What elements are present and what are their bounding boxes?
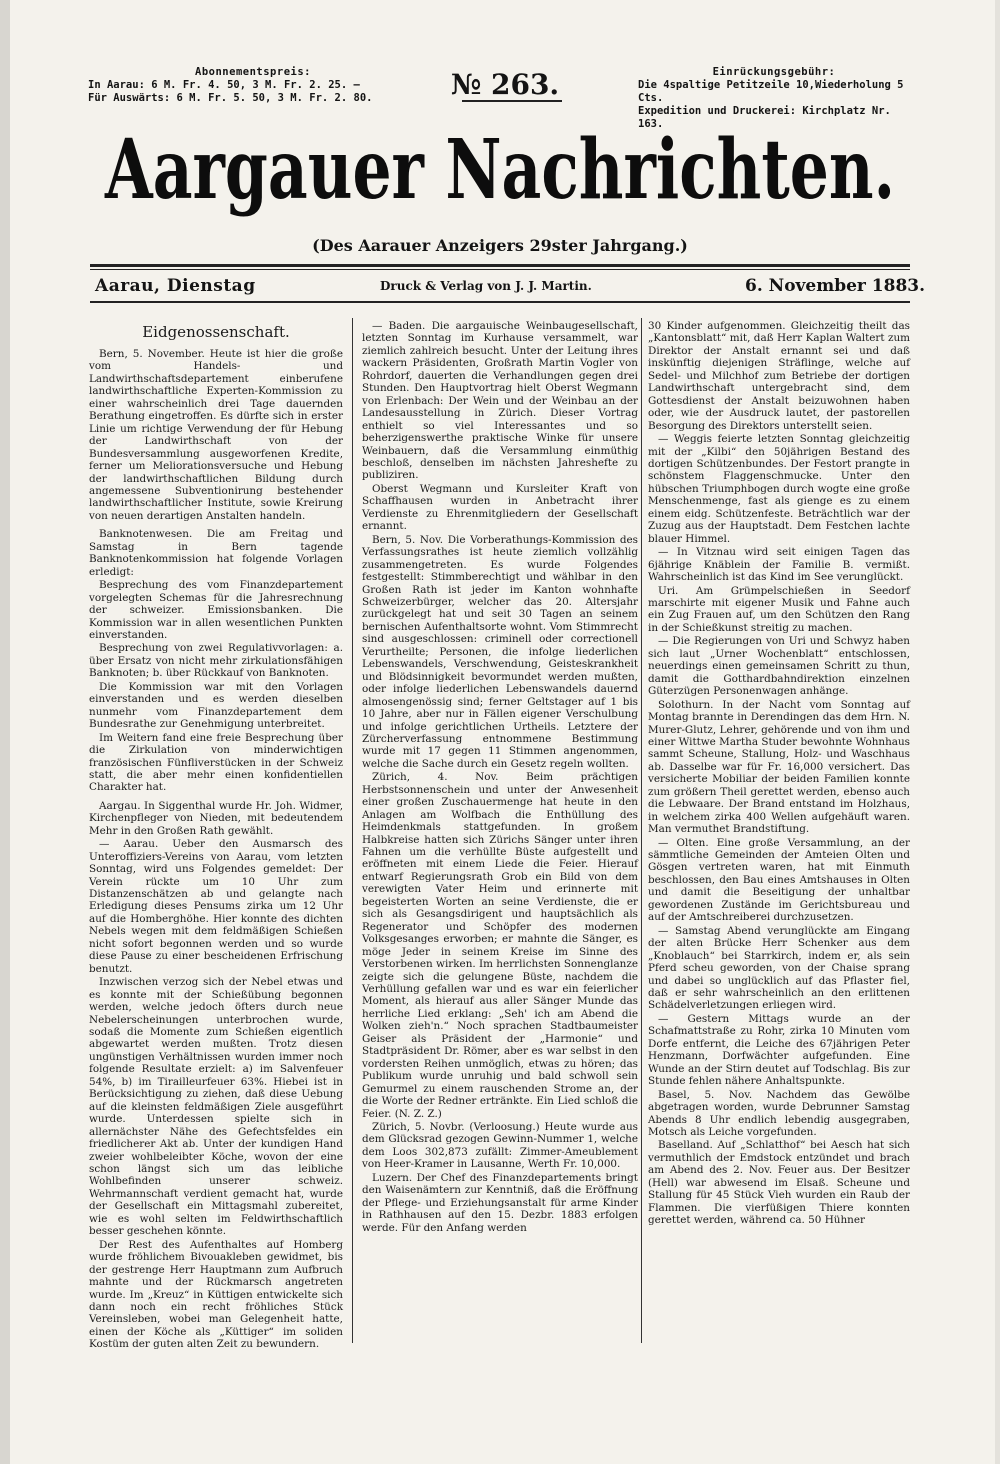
masthead-subtitle: (Des Aarauer Anzeigers 29ster Jahrgang.): [312, 236, 688, 255]
article-paragraph: Zürich, 4. Nov. Beim prächtigen Herbstsonnenschein und unter der Anwesenheit einer großen Zuschauermenge hat heute in den Anlagen am Wolfbach die Enthüllung des Heimdenkmals stattgefunden. In großem Halbkreise hatten sich Zürichs Sänger unter ihren Fahnen um die verhüllte Büste aufgestellt und eröffneten mit einem Liede die Feier. Hierauf entwarf Regierungsrath Grob ein Bild von dem verewigten Vater Heim und erinnerte mit begeisterten Worten an seine Verdienste, die er sich als Gesangsdirigent und hauptsächlich als Regenerator und Schöpfer des modernen Volksgesanges erworben; er mahnte die Sänger, es möge Jeder in seinem Kreise im Sinne des Verstorbenen wirken. Im herrlichsten Sonnenglanze zeigte sich die gelungene Büste, nachdem die Verhüllung gefallen war und es war ein feierlicher Moment, als hierauf aus aller Sänger Munde das herrliche Lied erklang: „Seh' ich am Abend die Wolken zieh'n.“ Noch sprachen Stadtbaumeister Geiser als Präsident der „Harmonie“ und Stadtpräsident Dr. Römer, aber es war selbst in den vordersten Reihen unmöglich, etwas zu hören; das Publikum wurde unruhig und bald schwoll sein Gemurmel zu einem rauschenden Strome an, der die Worte der Redner ertränkte. Ein Lied schloß die Feier. (N. Z. Z.): [362, 771, 638, 1120]
article-paragraph: Zürich, 5. Novbr. (Verloosung.) Heute wurde aus dem Glücksrad gezogen Gewinn-Nummer 1, welche dem Loos 302,873 zufällt: Zimmer-Ameublement von Heer-Kramer in Lausanne, Werth Fr. 10,000.: [362, 1121, 638, 1171]
subscription-line-1: In Aarau: 6 M. Fr. 4. 50, 3 M. Fr. 2. 25. —: [88, 79, 360, 91]
article-paragraph: 30 Kinder aufgenommen. Gleichzeitig theilt das „Kantonsblatt“ mit, daß Herr Kaplan Waltert zum Direktor der Anstalt ernannt sei und daß inskünftig diejenigen Sträflinge, welche auf Sedel- und Milchhof zum Betriebe der dortigen Landwirthschaft untergebracht sind, dem Gottesdienst der Anstalt beizuwohnen haben oder, wie der Ausdruck lautet, der pastorellen Besorgung des Direktors unterstellt seien.: [648, 320, 910, 432]
masthead-logo: [90, 98, 910, 238]
issue-number: № 263.: [450, 68, 560, 101]
rule-top-thin: [90, 269, 910, 270]
article-paragraph: Aargau. In Siggenthal wurde Hr. Joh. Widmer, Kirchenpfleger von Nieden, mit bedeutendem Mehr in den Großen Rath gewählt.: [89, 799, 343, 837]
subscription-line-2: Für Auswärts: 6 M. Fr. 5. 50, 3 M. Fr. 2. 80.: [88, 92, 373, 104]
rule-under-dateline: [90, 301, 910, 303]
article-paragraph: Oberst Wegmann und Kursleiter Kraft von Schaffhausen wurden in Anbetracht ihrer Verdienste zu Ehrenmitgliedern der Gesellschaft ernannt.: [362, 482, 638, 533]
publisher-line: Druck & Verlag von J. J. Martin.: [380, 279, 592, 293]
article-paragraph: Die Kommission war mit den Vorlagen einverstanden und es werden dieselben nunmehr vom Finanzdepartement dem Bundesrathe zur Genehmigung unterbreitet.: [89, 680, 343, 731]
article-paragraph: Besprechung von zwei Regulativvorlagen: a. über Ersatz von nicht mehr zirkulationsfähigen Banknoten; b. über Rückkauf von Banknoten.: [89, 642, 343, 680]
insertion-line-2: Expedition und Druckerei: Kirchplatz Nr. 163.: [638, 105, 891, 130]
article-paragraph: Basel, 5. Nov. Nachdem das Gewölbe abgetragen worden, wurde Debrunner Samstag Abends 8 Uhr endlich lebendig ausgegraben, Motsch als Leiche vorgefunden.: [648, 1088, 910, 1138]
article-paragraph: — Baden. Die aargauische Weinbaugesellschaft, letzten Sonntag im Kurhause versammelt, war ziemlich zahlreich besucht. Unter der Leitung ihres wackern Präsidenten, Großrath Martin Vogler von Rohrdorf, dauerten die Verhandlungen gegen drei Stunden. Den Hauptvortrag hielt Oberst Wegmann von Erlenbach: Der Wein und der Weinbau an der Landesausstellung in Zürich. Dieser Vortrag enthielt so viel Interessantes und so beherzigenswerthe praktische Winke für unsere Weinbauern, daß die Versammlung einmüthig beschloß, denselben im nächsten Jahreshefte zu publiziren.: [362, 320, 638, 482]
rule-top: [90, 264, 910, 267]
article-paragraph: — Gestern Mittags wurde an der Schafmattstraße zu Rohr, zirka 10 Minuten vom Dorfe entfernt, die Leiche des 67jährigen Peter Henzmann, Dorfwächter aufgefunden. Eine Wunde an der Stirn deutet auf Todschlag. Bis zur Stunde fehlen nähere Anhaltspunkte.: [648, 1012, 910, 1088]
masthead: [90, 98, 910, 238]
place-day: Aarau, Dienstag: [95, 276, 256, 296]
subscription-title: Abonnementspreis:: [195, 66, 311, 78]
article-paragraph: Inzwischen verzog sich der Nebel etwas und es konnte mit der Schießübung begonnen werden, welche jedoch öfters durch neue Nebelerscheinungen unterbrochen wurde, sodaß die Momente zum Schießen eigentlich abgewartet werden mußten. Trotz diesen ungünstigen Verhältnissen wurden immer noch folgende Resultate erzielt: a) im Salvenfeuer 54%, b) im Tirailleurfeuer 63%. Hiebei ist in Berücksichtigung zu ziehen, daß diese Uebung auf die kleinsten feldmäßigen Ziele ausgeführt wurde. Unterdessen spielte sich in allernächster Nähe des Gefechtsfeldes ein friedlicherer Akt ab. Unter der kundigen Hand zweier wohlbeleibter Köche, wovon der eine schon längst sich um das leibliche Wohlbefinden unserer schweiz. Wehrmannschaft verdient gemacht hat, wurde der Gesellschaft ein Mittagsmahl zubereitet, wie es wohl selten im Feldwirthschaftlich besser geschehen könnte.: [89, 976, 343, 1238]
article-paragraph: Besprechung des vom Finanzdepartement vorgelegten Schemas für die Jahresrechnung der schweizer. Emissionsbanken. Die Kommission war in allen wesentlichen Punkten einverstanden.: [89, 579, 343, 641]
article-paragraph: Bern, 5. Nov. Die Vorberathungs-Kommission des Verfassungsrathes ist heute ziemlich vollzählig zusammengetreten. Es wurde Folgendes festgestellt: Stimmberechtigt und wählbar in den Großen Rath ist jeder im Kanton wohnhafte Schweizerbürger, welcher das 20. Altersjahr zurückgelegt hat und seit 30 Tagen an seinem bernischen Aufenthaltsorte wohnt. Vom Stimmrecht sind ausgeschlossen: criminell oder correctionell Verurtheilte; Personen, die infolge liederlichen Lebenswandels, Verschwendung, Geisteskrankheit und Blödsinnigkeit bevormundet werden mußten, oder infolge liederlichen Lebenswandels dauernd almosengenössig sind; ferner Geltstager auf 1 bis 10 Jahre, aber nur in Fällen eigener Verschulbung und infolge gerichtlichen Urtheils. Letztere der Zürcherverfassung entnommene Bestimmung wurde mit 17 gegen 11 Stimmen angenommen, welche die Sache durch ein Gesetz regeln wollten.: [362, 533, 638, 770]
masthead-title: Aargauer Nachrichten.: [104, 122, 896, 218]
column-2: [362, 320, 638, 1235]
column-3: [648, 320, 910, 1228]
insertion-line-1: Die 4spaltige Petitzeile 10,Wiederholung 5 Cts.: [638, 79, 904, 104]
article-paragraph: Im Weitern fand eine freie Besprechung über die Zirkulation von minderwichtigen französischen Fünfliverstücken in der Schweiz statt, die aber mehr einen konfidentiellen Charakter hat.: [89, 731, 343, 794]
column-divider-1: [352, 318, 353, 1343]
article-paragraph: Banknotenwesen. Die am Freitag und Samstag in Bern tagende Banknotenkommission hat folgende Vorlagen erledigt:: [89, 528, 343, 578]
article-paragraph: — Weggis feierte letzten Sonntag gleichzeitig mit der „Kilbi“ den 50jährigen Bestand des dortigen Schützenbundes. Der Festort prangte in schönstem Flaggenschmucke. Unter den hübschen Triumphbogen durch wogte eine große Menschenmenge, fast als gienge es zu einem einem eidg. Schützenfeste. Beträchtlich war der Zuzug aus der Hauptstadt. Dem Festchen lachte blauer Himmel.: [648, 433, 910, 545]
article-paragraph: — In Vitznau wird seit einigen Tagen das 6jährige Knäblein der Familie B. vermißt. Wahrscheinlich ist das Kind im See verunglückt.: [648, 546, 910, 584]
article-paragraph: Luzern. Der Chef des Finanzdepartements bringt den Waisenämtern zur Kenntniß, daß die Eröffnung der Pflege- und Erziehungsanstalt für arme Kinder in Rathhausen auf den 15. Dezbr. 1883 erfolgen werde. Für den Anfang werden: [362, 1171, 638, 1234]
article-paragraph: — Samstag Abend verunglückte am Eingang der alten Brücke Herr Schenker aus dem „Knoblauch“ bei Starrkirch, indem er, als sein Pferd scheu geworden, von der Chaise sprang und dabei so unglücklich auf das Pflaster fiel, daß er sehr wahrscheinlich an den erlittenen Schädelverletzungen erliegen wird.: [648, 924, 910, 1012]
article-paragraph: — Die Regierungen von Uri und Schwyz haben sich laut „Urner Wochenblatt“ entschlossen, neuerdings einen gemeinsamen Schritt zu thun, damit die Gotthardbahndirektion einzelnen Güterzügen Personenwagen anhänge.: [648, 635, 910, 698]
article-paragraph: Solothurn. In der Nacht vom Sonntag auf Montag brannte in Derendingen das dem Hrn. N. Murer-Glutz, Lehrer, gehörende und von ihm und einer Wittwe Martha Studer bewohnte Wohnhaus sammt Scheune, Stallung, Holz- und Waschhaus ab. Dasselbe war für Fr. 16,000 versichert. Das versicherte Mobiliar der beiden Familien konnte zum größern Theil gerettet werden, ebenso auch die Lebwaare. Der Brand entstand im Holzhaus, in welchem zirka 400 Wellen aufgehäuft waren. Man vermuthet Brandstiftung.: [648, 698, 910, 836]
article-paragraph: Der Rest des Aufenthaltes auf Homberg wurde fröhlichem Bivouakleben gewidmet, bis der gestrenge Herr Hauptmann zum Aufbruch mahnte und der Rückmarsch angetreten wurde. Im „Kreuz“ in Küttigen entwickelte sich dann noch ein recht fröhliches Stück Vereinsleben, wobei man Gelegenheit hatte, einen der Köche als „Küttiger“ im soliden Kostüm der guten alten Zeit zu bewundern.: [89, 1238, 343, 1351]
right-page-edge: [995, 0, 1000, 1464]
article-paragraph: — Aarau. Ueber den Ausmarsch des Unteroffiziers-Vereins von Aarau, vom letzten Sonntag, wird uns Folgendes gemeldet: Der Verein rückte um 10 Uhr zum Distanzenschätzen ab und gelangte nach Erledigung dieses Pensums zirka um 12 Uhr auf die Homberghöhe. Hier konnte des dichten Nebels wegen mit dem feldmäßigen Schießen nicht sofort begonnen werden und so wurde diese Pause zu einer bescheidenen Erfrischung benutzt.: [89, 838, 343, 975]
issue-date: 6. November 1883.: [745, 276, 926, 296]
article-paragraph: Uri. Am Grümpelschießen in Seedorf marschirte mit eigener Musik und Fahne auch ein Zug Frauen auf, um den Schützen den Rang in der Schießkunst streitig zu machen.: [648, 584, 910, 634]
left-page-edge: [0, 0, 10, 1464]
article-paragraph: Baselland. Auf „Schlatthof“ bei Aesch hat sich vermuthlich der Emdstock entzündet und brach am Abend des 2. Nov. Feuer aus. Der Besitzer (Hell) war abwesend im Elsaß. Scheune und Stallung für 45 Stück Vieh wurden ein Raub der Flammen. Die vierfüßigen Thiere konnten gerettet werden, während ca. 50 Hühner: [648, 1139, 910, 1227]
article-paragraph: Bern, 5. November. Heute ist hier die große vom Handels- und Landwirthschaftsdepartement einberufene landwirthschaftliche Experten-Kommission zu einer wahrscheinlich drei Tage dauernden Berathung eingetroffen. Es dürfte sich in erster Linie um richtige Verwendung der für Hebung der Landwirthschaft von der Bundesversammlung ausgeworfenen Kredite, ferner um Meliorationsversuche und Hebung der landwirthschaftlichen Bildung durch angemessene Subventionirung bestehender landwirthschaftlicher Institute, sowie Kreirung von neuen derartigen Anstalten handeln.: [89, 348, 343, 522]
column-divider-2: [641, 318, 642, 1343]
article-paragraph: — Olten. Eine große Versammlung, an der sämmtliche Gemeinden der Amteien Olten und Gösgen vertreten waren, hat mit Einmuth beschlossen, den Bau eines Amtshauses in Olten und damit die Beseitigung der unhaltbar gewordenen Zustände im Gerichtsbureau und auf der Amtschreiberei durchzusetzen.: [648, 836, 910, 924]
section-title: Eidgenossenschaft.: [142, 323, 290, 341]
insertion-title: Einrückungsgebühr:: [712, 66, 836, 78]
column-1: [89, 320, 343, 1352]
